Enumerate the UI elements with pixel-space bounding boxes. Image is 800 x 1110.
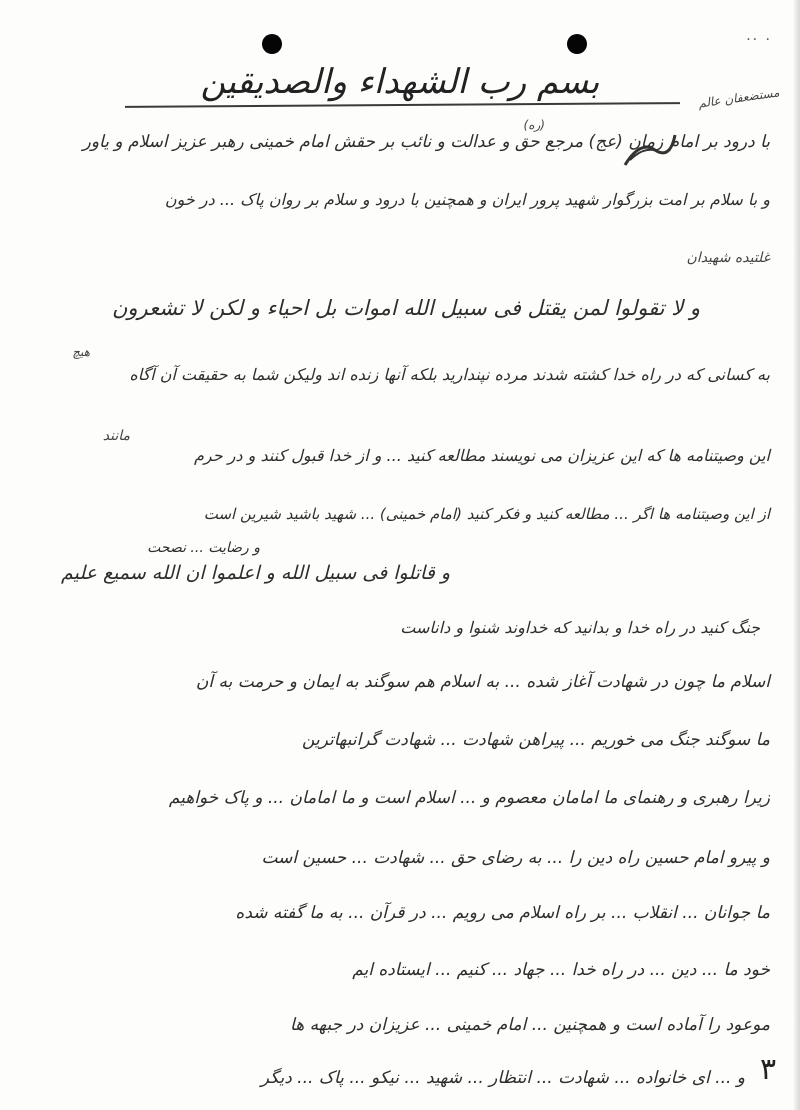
- margin-note-top-right: مستضعفان عالم: [697, 85, 781, 111]
- page-edge-shadow: [794, 0, 800, 1110]
- page-number: ۳: [760, 1052, 777, 1087]
- text-line-4-ending: مانند: [102, 428, 130, 444]
- quran-verse-1: و لا تقولوا لمن یقتل فی سبیل الله اموات بل احیاء و لکن لا تشعرون: [111, 296, 700, 320]
- title-underline: [125, 102, 680, 108]
- quran-verse-2: و قاتلوا فی سبیل الله و اعلموا ان الله سمیع علیم: [60, 562, 450, 584]
- binder-hole-right: [567, 34, 587, 54]
- margin-note-imam: (ره): [523, 118, 545, 132]
- text-line-14: خود ما ... دین ... در راه خدا ... جهاد ... کنیم ... ایستاده ایم: [352, 960, 770, 980]
- page-title: بسم رب الشهداء والصدیقین: [200, 62, 600, 102]
- margin-note-line5: هیچ: [72, 345, 90, 359]
- text-line-1: با درود بر امام زمان (عج) مرجع حق و عدالت و نائب بر حقش امام خمینی رهبر عزیز اسلام و یاور: [82, 132, 770, 152]
- text-line-13: ما جوانان ... انقلاب ... بر راه اسلام می رویم ... در قرآن ... به ما گفته شده: [235, 903, 770, 923]
- text-line-2: و با سلام بر امت بزرگوار شهید پرور ایران و همچنین با درود و سلام بر روان پاک ... در خون: [164, 190, 770, 209]
- text-line-11: زیرا رهبری و رهنمای ما امامان معصوم و ... اسلام است و ما امامان ... و پاک خواهیم: [168, 788, 770, 808]
- text-line-16: و ... ای خانواده ... شهادت ... انتظار ... شهید ... نیکو ... پاک ... دیگر: [260, 1068, 745, 1088]
- pen-scribble-icon: [620, 130, 680, 170]
- binder-hole-left: [262, 34, 282, 54]
- text-line-10: ما سوگند جنگ می خوریم ... پیراهن شهادت ... شهادت گرانبهاترین: [302, 730, 770, 750]
- corner-marks: ·· ·: [746, 32, 772, 48]
- text-line-7: و رضایت ... نصحت: [147, 540, 260, 556]
- text-line-9: اسلام ما چون در شهادت آغاز شده ... به اسلام هم سوگند به ایمان و حرمت به آن: [195, 672, 770, 692]
- text-line-12: و پیرو امام حسین راه دین را ... به رضای حق ... شهادت ... حسین است: [261, 848, 770, 868]
- text-line-4: به کسانی که در راه خدا کشته شدند مرده نپندارید بلکه آنها زنده اند ولیکن شما به حقیقت آن آگاه: [129, 365, 770, 384]
- text-line-6: از این وصیتنامه ها اگر ... مطالعه کنید و فکر کنید (امام خمینی) ... شهید باشید شیرین است: [203, 505, 770, 523]
- text-line-15: موعود را آماده است و همچنین ... امام خمینی ... عزیزان در جبهه ها: [290, 1015, 770, 1035]
- text-line-2-continuation: غلتیده شهیدان: [686, 250, 770, 266]
- text-line-5: این وصیتنامه ها که این عزیزان می نویسند مطالعه کنید ... و از خدا قبول کنند و در حرم: [193, 446, 770, 465]
- text-line-verse-translation: جنگ کنید در راه خدا و بدانید که خداوند شنوا و داناست: [400, 618, 760, 637]
